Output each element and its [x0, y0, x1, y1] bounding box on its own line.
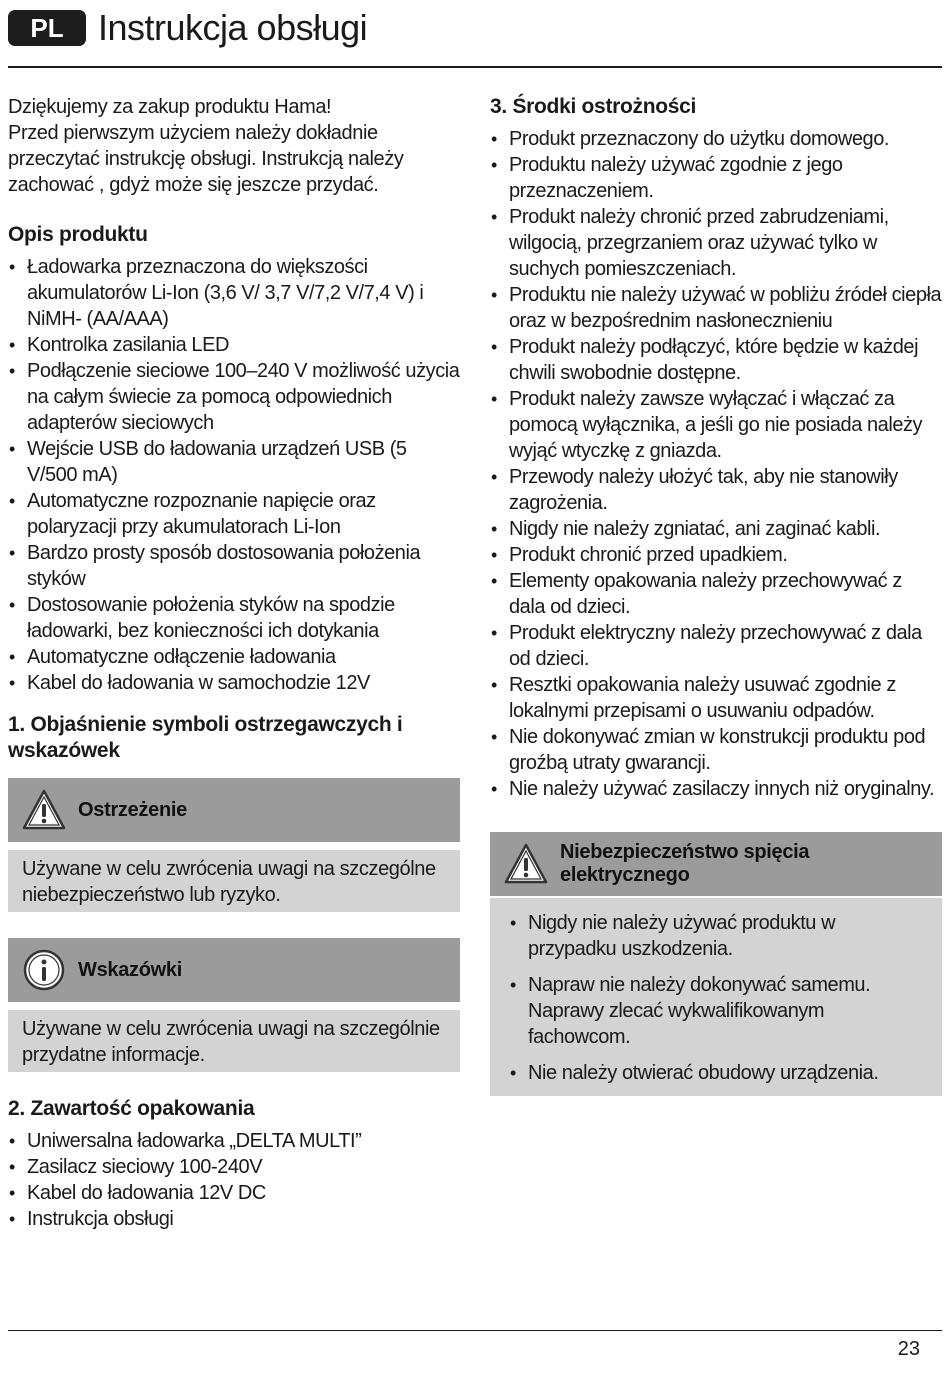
list-item: • Resztki opakowania należy usuwać zgodnie z lokalnymi przepisami o usuwaniu odpadów.	[490, 672, 942, 724]
list-item: • Kontrolka zasilania LED	[8, 332, 460, 358]
package-contents-list	[8, 1128, 460, 1232]
info-icon	[22, 948, 66, 992]
hint-notice-header	[8, 938, 460, 1002]
warning-triangle-icon	[504, 842, 548, 886]
section-1-heading-cont: wskazówek	[8, 739, 120, 762]
list-item: • Nie należy używać zasilaczy innych niż oryginalny.	[490, 776, 942, 802]
list-item: • Produkt elektryczny należy przechowywać z dala od dzieci.	[490, 620, 942, 672]
list-item: • Produkt należy zawsze wyłączać i włączać za pomocą wyłącznika, a jeśli go nie posiada należy wyjąć wtyczkę z gniazda.	[490, 386, 942, 464]
safety-list	[490, 126, 942, 802]
list-item: • Nigdy nie należy używać produktu w przypadku uszkodzenia.	[509, 910, 928, 962]
list-item: • Przewody należy ułożyć tak, aby nie stanowiły zagrożenia.	[490, 464, 942, 516]
section-3-heading: 3. Środki ostrożności	[490, 95, 697, 118]
list-item: • Dostosowanie położenia styków na spodzie ładowarki, bez konieczności ich dotykania	[8, 592, 460, 644]
list-item: • Instrukcja obsługi	[8, 1206, 460, 1232]
list-item: • Kabel do ładowania 12V DC	[8, 1180, 460, 1206]
list-item: • Ładowarka przeznaczona do większości akumulatorów Li-Ion (3,6 V/ 3,7 V/7,2 V/7,4 V) i NiMH- (AA/AAA)	[8, 254, 460, 332]
intro-line: Przed pierwszym użyciem należy dokładnie	[8, 122, 378, 144]
list-item: • Kabel do ładowania w samochodzie 12V	[8, 670, 460, 696]
hint-notice-text: Używane w celu zwrócenia uwagi na szczególnie przydatne informacje.	[8, 1010, 460, 1072]
list-item: • Produkt chronić przed upadkiem.	[490, 542, 942, 568]
header-divider	[8, 66, 942, 68]
intro-line: Dziękujemy za zakup produktu Hama!	[8, 96, 332, 118]
page-number: 23	[897, 1338, 920, 1360]
list-item: • Produktu nie należy używać w pobliżu źródeł ciepła oraz w bezpośrednim nasłonecznieniu	[490, 282, 942, 334]
danger-list	[509, 910, 928, 1086]
warning-notice-text: Używane w celu zwrócenia uwagi na szczególne niebezpieczeństwo lub ryzyko.	[8, 850, 460, 912]
list-item: • Produktu należy używać zgodnie z jego przeznaczeniem.	[490, 152, 942, 204]
list-item: • Uniwersalna ładowarka „DELTA MULTI”	[8, 1128, 460, 1154]
danger-notice	[490, 832, 942, 1096]
section-1-heading: 1. Objaśnienie symboli ostrzegawczych i	[8, 713, 403, 736]
list-item: • Podłączenie sieciowe 100–240 V możliwość użycia na całym świecie za pomocą odpowiednich adapterów sieciowych	[8, 358, 460, 436]
list-item: • Bardzo prosty sposób dostosowania położenia styków	[8, 540, 460, 592]
page-title: Instrukcja obsługi	[98, 7, 368, 48]
right-column	[490, 94, 942, 1096]
warning-notice-title: Ostrzeżenie	[78, 798, 187, 821]
intro-line: przeczytać instrukcję obsługi. Instrukcją należy	[8, 148, 404, 170]
list-item: • Wejście USB do ładowania urządzeń USB (5 V/500 mA)	[8, 436, 460, 488]
list-item: • Elementy opakowania należy przechowywać z dala od dzieci.	[490, 568, 942, 620]
list-item: • Automatyczne rozpoznanie napięcie oraz polaryzacji przy akumulatorach Li-Ion	[8, 488, 460, 540]
language-badge: PL	[8, 10, 86, 46]
warning-notice	[8, 778, 460, 912]
hint-notice-title: Wskazówki	[78, 958, 182, 981]
hint-notice	[8, 938, 460, 1072]
warning-triangle-icon	[22, 788, 66, 832]
intro-line: zachować , gdyż może się jeszcze przydać.	[8, 174, 379, 196]
danger-notice-title: Niebezpieczeństwo spięcia elektrycznego	[560, 841, 810, 886]
danger-notice-header	[490, 832, 942, 896]
list-item: • Produkt należy chronić przed zabrudzeniami, wilgocią, przegrzaniem oraz używać tylko w suchych pomieszczeniach.	[490, 204, 942, 282]
left-column	[8, 94, 460, 1232]
list-item: • Produkt należy podłączyć, które będzie w każdej chwili swobodnie dostępne.	[490, 334, 942, 386]
product-description-list	[8, 254, 460, 696]
footer-divider	[8, 1330, 942, 1331]
list-item: • Produkt przeznaczony do użytku domowego.	[490, 126, 942, 152]
danger-notice-body	[490, 898, 942, 1096]
list-item: • Nie dokonywać zmian w konstrukcji produktu pod groźbą utraty gwarancji.	[490, 724, 942, 776]
product-description-heading: Opis produktu	[8, 223, 148, 246]
list-item: • Automatyczne odłączenie ładowania	[8, 644, 460, 670]
list-item: • Nigdy nie należy zgniatać, ani zaginać kabli.	[490, 516, 942, 542]
section-2-heading: 2. Zawartość opakowania	[8, 1097, 255, 1120]
warning-notice-header	[8, 778, 460, 842]
list-item: • Zasilacz sieciowy 100-240V	[8, 1154, 460, 1180]
list-item: • Napraw nie należy dokonywać samemu. Naprawy zlecać wykwalifikowanym fachowcom.	[509, 972, 928, 1050]
list-item: • Nie należy otwierać obudowy urządzenia.	[509, 1060, 928, 1086]
